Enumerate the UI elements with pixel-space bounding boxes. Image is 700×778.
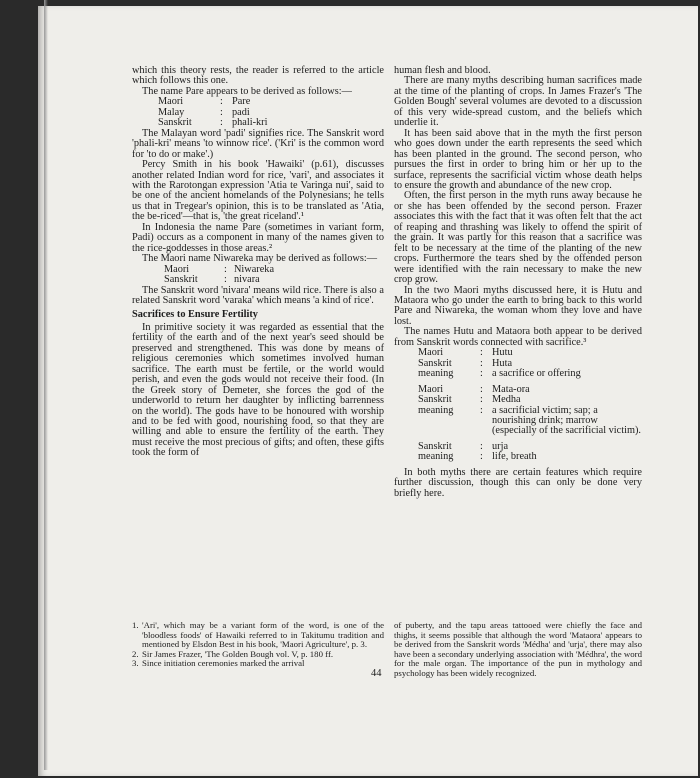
- section-heading: Sacrifices to Ensure Fertility: [132, 309, 258, 321]
- paragraph: The Sanskrit word 'nivara' means wild rice. There is also a related Sanskrit word 'varaka' which means 'a kind of rice'.: [132, 284, 384, 306]
- glossary-word: Mata-ora: [492, 383, 530, 395]
- footnote-number: 1.: [132, 620, 139, 630]
- footnote-number: 2.: [132, 648, 139, 659]
- page-binding-shadow: [44, 0, 48, 770]
- glossary-sep: :: [480, 368, 483, 380]
- glossary-word: life, breath: [492, 451, 537, 463]
- glossary-word: Huta: [492, 357, 513, 369]
- glossary-lang: Maori: [158, 96, 184, 108]
- glossary-sep: :: [224, 263, 227, 275]
- page-number: 44: [371, 668, 382, 679]
- left-column: [132, 66, 384, 459]
- glossary-sep: :: [480, 440, 483, 452]
- glossary-pare: [158, 97, 384, 128]
- glossary-sep: :: [480, 357, 483, 369]
- glossary-sep: :: [220, 96, 223, 108]
- footnote-number: 3.: [132, 658, 139, 668]
- footnotes-right: [394, 621, 642, 678]
- glossary-word: Niwareka: [234, 263, 275, 275]
- footnotes-left: [132, 621, 384, 669]
- glossary-lang: Sanskrit: [158, 117, 192, 129]
- glossary-lang: Malay: [158, 106, 185, 118]
- glossary-word: a sacrificial victim; sap; a nourishing drink; marrow (especially of the sacrificial victim).: [492, 404, 641, 437]
- paragraph: In the two Maori myths discussed here, it is Hutu and Mataora who go under the earth to bring back to this world Pare and Niwareka, the woman whom they love and have lost.: [394, 284, 642, 327]
- glossary-lang: meaning: [418, 451, 454, 463]
- glossary-lang: Maori: [418, 383, 444, 395]
- glossary-lang: Sanskrit: [418, 357, 452, 369]
- right-column: [394, 66, 642, 499]
- glossary-word: Hutu: [492, 347, 513, 359]
- paragraph: In both myths there are certain features which require further discussion, though this can only be done very briefly here.: [394, 466, 642, 499]
- footnote-text: 'Ari', which may be a variant form of the word, is one of the 'bloodless foods' of Hawaiki referred to in Takitumu tradition and mentioned by Elsdon Best in his book, 'Maori Agriculture', p. 3.: [142, 620, 384, 649]
- paragraph: human flesh and blood.: [394, 65, 491, 76]
- footnote-text: Since initiation ceremonies marked the arrival: [142, 658, 305, 668]
- paragraph: Often, the first person in the myth runs away because he or she has been offended by the second person. Frazer associates this with the fact that it was often felt that the act of reaping and thrashing was likely to offend the spirit of the grain. It was partly for this reason that a sacrifice was felt to be necessary at the time of the planting of the new crops. Furthermore the tears shed by the offended person were identified with the rain necessary to make the new crop grow.: [394, 190, 642, 286]
- glossary-sep: :: [480, 347, 483, 359]
- glossary-mataora: [418, 385, 642, 437]
- paragraph: In Indonesia the name Pare (sometimes in variant form, Padi) occurs as a component in many of the names given to the rice-goddesses in those areas.²: [132, 221, 384, 254]
- footnote-3: [132, 659, 384, 669]
- footnote-1: [132, 621, 384, 650]
- glossary-lang: Maori: [164, 263, 190, 275]
- glossary-lang: Maori: [418, 347, 444, 359]
- footnote-text: Sir James Frazer, 'The Golden Bough vol. V, p. 180 ff.: [142, 648, 334, 659]
- glossary-sep: :: [220, 106, 223, 118]
- paragraph: Percy Smith in his book 'Hawaiki' (p.61), discusses another related Indian word for rice, 'vari', and associates it with the Rarotongan expression 'Atia te Varinga nui', said to be one of the ancient homelands of the Polynesians; he tells us that in Tregear's opinion, this is to be translated as 'Atia, the be-riced'—that is, 'the great riceland'.¹: [132, 159, 384, 223]
- glossary-sep: :: [480, 394, 483, 406]
- glossary-lang: meaning: [418, 368, 454, 380]
- glossary-sep: :: [480, 383, 483, 395]
- glossary-word: a sacrifice or offering: [492, 368, 581, 380]
- paragraph: The names Hutu and Mataora both appear to be derived from Sanskrit words connected with sacrifice.³: [394, 326, 642, 348]
- glossary-lang: Sanskrit: [164, 274, 198, 286]
- paragraph: It has been said above that in the myth the first person who goes down under the earth represents the seed which has been planted in the ground. The second person, who pursues the first in order to bring him or her up to the surface, represents the sacrificial victim whose death helps to ensure the growth and abundance of the new crop.: [394, 127, 642, 191]
- paragraph: In primitive society it was regarded as essential that the fertility of the earth and of the next year's seed should be preserved and strengthened. This was done by means of religious ceremonies which sometimes involved human sacrifice. The earth must be fertile, or the world would perish, and even the gods would not receive their food. (In the Greek story of Demeter, she forces the god of the underworld to return her daughter by inflicting barrenness on the world). The gods have to be honoured with worship and to be fed with good, nourishing food, so that they are willing and able to ensure the fertility of the earth. They must receive the most precious of gifts; and often, these gifts took the form of: [132, 321, 384, 459]
- paragraph: There are many myths describing human sacrifices made at the time of the planting of crops. In James Frazer's 'The Golden Bough' several volumes are devoted to a discussion of this very wide-spread custom, and the beliefs which underlie it.: [394, 75, 642, 129]
- glossary-word: urja: [492, 440, 509, 452]
- glossary-lang: Sanskrit: [418, 440, 452, 452]
- glossary-urja: [418, 442, 642, 463]
- glossary-word: Medha: [492, 394, 521, 406]
- glossary-lang: meaning: [418, 404, 454, 416]
- glossary-sep: :: [480, 451, 483, 463]
- paragraph: which this theory rests, the reader is referred to the article which follows this one.: [132, 65, 384, 87]
- glossary-sep: :: [480, 404, 483, 416]
- glossary-niwareka: [164, 265, 384, 286]
- glossary-word: Pare: [232, 96, 251, 108]
- glossary-sep: :: [220, 117, 223, 129]
- glossary-lang: Sanskrit: [418, 394, 452, 406]
- paragraph: The Malayan word 'padi' signifies rice. The Sanskrit word 'phali-kri' means 'to winnow rice'. ('Kri' is the common word for 'to do or make'.): [132, 127, 384, 160]
- footnote-continuation: of puberty, and the tapu areas tattooed were chiefly the face and thighs, it seems possible that although the word 'Mataora' appears to be derived from the Sanskrit words 'Médha' and 'urja', there may also have been a secondary underlying association with 'Médhra', the word for the male organ. The importance of the pun in mythology and psychology has been widely recognized.: [394, 620, 642, 678]
- glossary-hutu: [418, 348, 642, 379]
- paragraph: The Maori name Niwareka may be derived as follows:—: [142, 253, 378, 265]
- glossary-word: phali-kri: [232, 117, 268, 129]
- paragraph: The name Pare appears to be derived as follows:—: [142, 85, 352, 97]
- glossary-sep: :: [224, 274, 227, 286]
- glossary-word: nivara: [234, 274, 260, 286]
- glossary-word: padi: [232, 106, 250, 118]
